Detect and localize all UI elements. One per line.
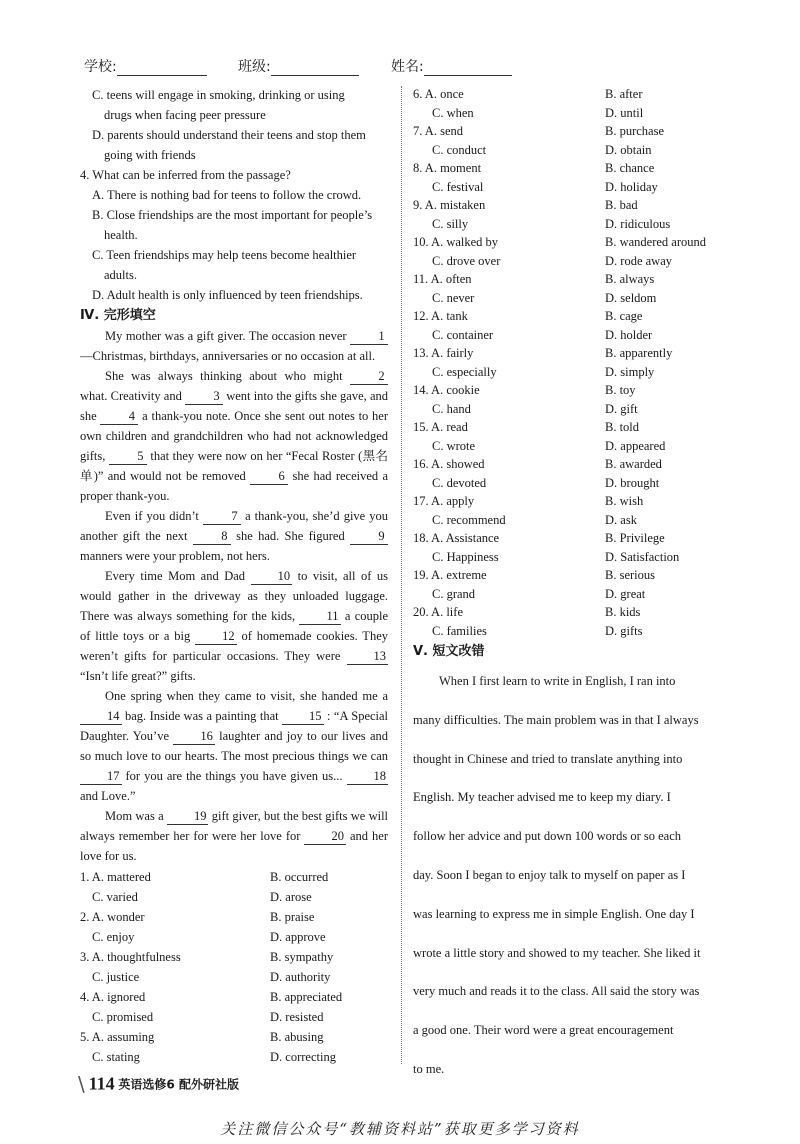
option-d[interactable]: D. holder	[605, 327, 653, 342]
option-row	[80, 907, 388, 927]
option-c[interactable]: C. Happiness	[432, 549, 499, 564]
cloze-blank[interactable]: 18	[347, 769, 389, 785]
option-d[interactable]: D. seldom	[605, 290, 657, 305]
option-row	[413, 418, 723, 437]
option-d[interactable]: D. authority	[270, 970, 331, 984]
option-row	[413, 548, 723, 567]
essay-line[interactable]: many difficulties. The main problem was in that I always	[413, 712, 699, 727]
q4-option-b-line2: health.	[104, 228, 138, 242]
cloze-options-right	[413, 85, 723, 640]
q4-option-a: A. There is nothing bad for teens to follow the crowd.	[92, 188, 362, 202]
option-c[interactable]: C. conduct	[432, 142, 487, 157]
error-correction-essay	[413, 662, 723, 1089]
option-b[interactable]: B. serious	[605, 568, 655, 582]
q4-option-d: D. Adult health is only influenced by teen friendships.	[92, 288, 363, 302]
option-b[interactable]: B. chance	[605, 161, 655, 175]
option-d[interactable]: D. ask	[605, 512, 637, 527]
section-4-title: Ⅳ. 完形填空	[80, 308, 156, 323]
cloze-blank[interactable]: 8	[193, 529, 231, 545]
option-a[interactable]: 15. A. read	[413, 420, 468, 434]
option-row	[413, 566, 723, 585]
option-a[interactable]: 6. A. once	[413, 87, 464, 101]
option-c[interactable]: C. when	[432, 105, 474, 120]
option-d[interactable]: D. approve	[270, 930, 326, 944]
cloze-blank[interactable]: 12	[195, 629, 237, 645]
option-row	[80, 1047, 388, 1067]
option-d[interactable]: D. gifts	[605, 623, 643, 638]
option-b[interactable]: B. wandered around	[605, 235, 707, 249]
class-blank	[271, 61, 359, 76]
q3-option-d-line2: going with friends	[104, 148, 196, 162]
option-row	[80, 1007, 388, 1027]
option-c[interactable]: C. promised	[92, 1010, 154, 1024]
cloze-blank[interactable]: 17	[80, 769, 122, 785]
essay-line[interactable]: a good one. Their word were a great encouragement	[413, 1023, 674, 1038]
cloze-blank[interactable]: 1	[350, 329, 388, 345]
cloze-blank[interactable]: 19	[167, 809, 209, 825]
option-b[interactable]: B. always	[605, 272, 655, 286]
option-a[interactable]: 20. A. life	[413, 605, 463, 619]
option-a[interactable]: 10. A. walked by	[413, 235, 499, 249]
option-row	[413, 215, 723, 234]
option-b[interactable]: B. cage	[605, 309, 643, 323]
essay-line[interactable]: When I first learn to write in English, I ran into	[439, 674, 676, 688]
page-number: 114	[88, 1073, 115, 1094]
essay-line[interactable]: follow her advice and put down 100 words or so each	[413, 829, 681, 844]
option-c[interactable]: C. silly	[432, 216, 469, 231]
essay-line[interactable]: day. Soon I began to enjoy talk to myself on paper as I	[413, 867, 686, 882]
option-b[interactable]: B. apparently	[605, 346, 673, 360]
option-a[interactable]: 4. A. ignored	[80, 990, 146, 1004]
cloze-blank[interactable]: 2	[350, 369, 388, 385]
name-blank	[424, 61, 512, 76]
option-a[interactable]: 5. A. assuming	[80, 1030, 155, 1044]
option-row	[413, 455, 723, 474]
class-label: 班级:	[238, 59, 271, 75]
option-row	[413, 104, 723, 123]
cloze-blank[interactable]: 4	[100, 409, 138, 425]
watermark-text: 关注微信公众号“教辅资料站”获取更多学习资料	[220, 1120, 580, 1138]
option-c[interactable]: C. grand	[432, 586, 476, 601]
option-a[interactable]: 8. A. moment	[413, 161, 482, 175]
option-b[interactable]: B. kids	[605, 605, 641, 619]
right-column	[413, 85, 723, 1089]
option-row	[413, 363, 723, 382]
q3-option-d-line1: D. parents should understand their teens and stop them	[92, 128, 366, 142]
cloze-passage	[80, 326, 388, 866]
cloze-paragraph: One spring when they came to visit, she handed me a 14 bag. Inside was a painting that 15 : “A Special Daughter. You’ve 16 laughter and joy to our lives and so much love to our hearts. The most precious things we can 17 for you are the things you have given us... 18 and Love.”	[80, 689, 389, 803]
option-row	[413, 178, 723, 197]
option-row	[413, 122, 723, 141]
option-d[interactable]: D. simply	[605, 364, 655, 379]
name-field	[391, 56, 512, 76]
option-b[interactable]: B. awarded	[605, 457, 662, 471]
option-row	[413, 400, 723, 419]
section-5-title: Ⅴ. 短文改错	[413, 644, 485, 659]
q3-option-c	[80, 85, 388, 125]
q4-option-c	[80, 245, 388, 285]
essay-line[interactable]: to me.	[413, 1061, 445, 1076]
option-b[interactable]: B. purchase	[605, 124, 665, 138]
option-row	[413, 307, 723, 326]
option-row	[413, 289, 723, 308]
option-c[interactable]: C. especially	[432, 364, 497, 379]
cloze-options-left	[80, 867, 388, 1067]
option-row	[413, 196, 723, 215]
option-a[interactable]: 12. A. tank	[413, 309, 468, 323]
option-row	[413, 344, 723, 363]
option-c[interactable]: C. drove over	[432, 253, 501, 268]
option-row	[413, 437, 723, 456]
option-a[interactable]: 2. A. wonder	[80, 910, 145, 924]
cloze-blank[interactable]: 10	[251, 569, 293, 585]
option-a[interactable]: 18. A. Assistance	[413, 531, 500, 545]
option-a[interactable]: 13. A. fairly	[413, 346, 474, 360]
option-row	[413, 585, 723, 604]
option-row	[80, 927, 388, 947]
essay-line[interactable]: very much and reads it to the class. All said the story was	[413, 984, 700, 999]
option-a[interactable]: 17. A. apply	[413, 494, 475, 508]
option-b[interactable]: B. praise	[270, 910, 315, 924]
option-a[interactable]: 9. A. mistaken	[413, 198, 486, 212]
option-b[interactable]: B. bad	[605, 198, 638, 212]
option-c[interactable]: C. container	[432, 327, 494, 342]
option-row	[413, 159, 723, 178]
option-row	[413, 270, 723, 289]
cloze-paragraph: Even if you didn’t 7 a thank-you, she’d give you another gift the next 8 she had. She figured 9 manners were your problem, not hers.	[80, 509, 389, 563]
option-row	[413, 622, 723, 641]
cloze-paragraph: She was always thinking about who might 2 what. Creativity and 3 went into the gifts she gave, and she 4 a thank-you note. Once she sent out notes to her own children and grandchildren who had not acknowledged gifts, 5 that they were now on her “Fecal Roster (黑名单)” and would not be removed 6 she had received a proper thank-you.	[80, 369, 389, 503]
cloze-blank[interactable]: 14	[80, 709, 122, 725]
essay-line[interactable]: English. My teacher advised me to keep my diary. I	[413, 790, 671, 805]
school-label: 学校:	[84, 59, 117, 75]
option-a[interactable]: 14. A. cookie	[413, 383, 480, 397]
option-d[interactable]: D. correcting	[270, 1050, 336, 1064]
cloze-blank[interactable]: 3	[185, 389, 223, 405]
q4-option-c-line1: C. Teen friendships may help teens become healthier	[92, 248, 357, 262]
cloze-blank[interactable]: 9	[350, 529, 388, 545]
option-row	[80, 1027, 388, 1047]
page-footer	[78, 1072, 239, 1094]
name-label: 姓名:	[391, 59, 424, 75]
option-c[interactable]: C. wrote	[432, 438, 476, 453]
option-d[interactable]: D. resisted	[270, 1010, 324, 1024]
essay-line[interactable]: wrote a little story and showed to my teacher. She liked it	[413, 945, 701, 960]
option-d[interactable]: D. great	[605, 586, 646, 601]
option-c[interactable]: C. stating	[92, 1050, 140, 1064]
option-b[interactable]: B. told	[605, 420, 640, 434]
option-c[interactable]: C. devoted	[432, 475, 487, 490]
option-d[interactable]: D. gift	[605, 401, 638, 416]
option-b[interactable]: B. sympathy	[270, 950, 334, 964]
q4-option-c-line2: adults.	[104, 268, 137, 282]
option-row	[413, 603, 723, 622]
cloze-blank[interactable]: 16	[173, 729, 215, 745]
student-info-header	[84, 50, 584, 80]
cloze-paragraph: My mother was a gift giver. The occasion never 1—Christmas, birthdays, anniversaries or no occasion at all.	[80, 326, 388, 366]
cloze-blank[interactable]: 11	[299, 609, 340, 625]
q4-option-b	[80, 205, 388, 245]
option-b[interactable]: B. appreciated	[270, 990, 343, 1004]
option-row	[413, 85, 723, 104]
option-c[interactable]: C. never	[432, 290, 475, 305]
footer-slash: \	[78, 1072, 85, 1096]
option-row	[413, 381, 723, 400]
option-row	[413, 326, 723, 345]
option-row	[413, 252, 723, 271]
option-row	[413, 474, 723, 493]
option-a[interactable]: 1. A. mattered	[80, 870, 151, 884]
option-d[interactable]: D. obtain	[605, 142, 652, 157]
option-b[interactable]: B. after	[605, 87, 643, 101]
option-row	[413, 233, 723, 252]
option-row	[80, 867, 388, 887]
cloze-paragraph: Every time Mom and Dad 10 to visit, all of us would gather in the driveway as they unloaded luggage. There was always something for the kids, 11 a couple of little toys or a big 12 of homemade cookies. They weren’t gifts for particular occasions. They were 13 “Isn’t life great?” gifts.	[80, 569, 389, 683]
school-field	[84, 56, 207, 76]
essay-line[interactable]: thought in Chinese and tried to translate anything into	[413, 751, 683, 766]
option-b[interactable]: B. occurred	[270, 870, 329, 884]
option-d[interactable]: D. Satisfaction	[605, 549, 680, 564]
option-b[interactable]: B. toy	[605, 383, 636, 397]
column-divider	[401, 86, 402, 1064]
q3-option-c-line2: drugs when facing peer pressure	[104, 108, 266, 122]
option-a[interactable]: 7. A. send	[413, 124, 463, 138]
option-b[interactable]: B. wish	[605, 494, 644, 508]
option-d[interactable]: D. holiday	[605, 179, 658, 194]
cloze-blank[interactable]: 7	[203, 509, 241, 525]
option-row	[413, 492, 723, 511]
q3-option-c-line1: C. teens will engage in smoking, drinking or using	[92, 88, 345, 102]
cloze-blank[interactable]: 13	[347, 649, 389, 665]
option-row	[413, 529, 723, 548]
essay-line[interactable]: was learning to express me in simple English. One day I	[413, 906, 695, 921]
option-d[interactable]: D. rode away	[605, 253, 672, 268]
option-d[interactable]: D. ridiculous	[605, 216, 671, 231]
option-d[interactable]: D. appeared	[605, 438, 666, 453]
option-d[interactable]: D. until	[605, 105, 644, 120]
cloze-blank[interactable]: 15	[282, 709, 324, 725]
option-c[interactable]: C. hand	[432, 401, 471, 416]
q4-option-b-line1: B. Close friendships are the most important for people’s	[92, 208, 373, 222]
school-blank	[117, 61, 207, 76]
option-a[interactable]: 11. A. often	[413, 272, 472, 286]
cloze-blank[interactable]: 20	[304, 829, 346, 845]
cloze-blank[interactable]: 6	[250, 469, 288, 485]
q4-stem: 4. What can be inferred from the passage?	[80, 168, 291, 182]
option-row	[413, 511, 723, 530]
option-c[interactable]: C. recommend	[432, 512, 506, 527]
class-field	[238, 56, 359, 76]
left-column	[80, 85, 388, 1067]
option-row	[413, 141, 723, 160]
option-row	[80, 987, 388, 1007]
option-a[interactable]: 16. A. showed	[413, 457, 485, 471]
q3-option-d	[80, 125, 388, 165]
option-a[interactable]: 19. A. extreme	[413, 568, 487, 582]
option-row	[80, 947, 388, 967]
book-title: 英语选修6 配外研社版	[118, 1077, 239, 1092]
option-c[interactable]: C. families	[432, 623, 487, 638]
option-c[interactable]: C. festival	[432, 179, 484, 194]
option-c[interactable]: C. varied	[92, 890, 138, 904]
option-row	[80, 887, 388, 907]
option-b[interactable]: B. Privilege	[605, 531, 665, 545]
option-b[interactable]: B. abusing	[270, 1030, 324, 1044]
option-row	[80, 967, 388, 987]
cloze-blank[interactable]: 5	[109, 449, 147, 465]
option-d[interactable]: D. brought	[605, 475, 660, 490]
option-c[interactable]: C. enjoy	[92, 930, 135, 944]
option-d[interactable]: D. arose	[270, 890, 312, 904]
option-a[interactable]: 3. A. thoughtfulness	[80, 950, 181, 964]
option-c[interactable]: C. justice	[92, 970, 140, 984]
cloze-paragraph: Mom was a 19 gift giver, but the best gifts we will always remember her for were her love for 20 and her love for us.	[80, 809, 389, 863]
